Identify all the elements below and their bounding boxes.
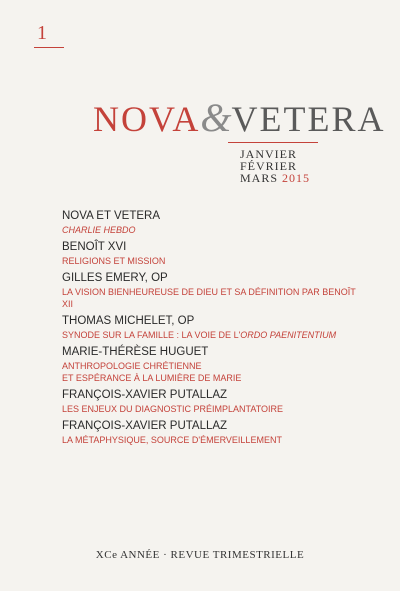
toc-entry	[62, 345, 362, 384]
issue-number-rule	[34, 47, 64, 48]
date-month-1: JANVIER	[240, 147, 297, 161]
masthead	[93, 95, 386, 140]
date-rule	[228, 142, 318, 143]
toc-entry	[62, 388, 362, 415]
issue-date	[240, 148, 310, 184]
masthead-ampersand: &	[200, 95, 232, 140]
date-month-2: FÉVRIER	[240, 159, 298, 173]
toc-title-line-2: ET ESPÉRANCE À LA LUMIÈRE DE MARIE	[62, 373, 242, 383]
toc-title-italic: ORDO PAENITENTIUM	[240, 330, 337, 340]
date-year: 2015	[282, 171, 311, 185]
toc-author: GILLES EMERY, OP	[62, 272, 168, 284]
toc-author: FRANÇOIS-XAVIER PUTALLAZ	[62, 389, 228, 401]
cover-footer: XCe ANNÉE · REVUE TRIMESTRIELLE	[95, 549, 305, 561]
masthead-nova: NOVA	[93, 99, 201, 139]
toc-entry	[62, 209, 362, 236]
masthead-vetera: VETERA	[231, 99, 386, 139]
toc-entry	[62, 271, 362, 310]
toc-title: RELIGIONS ET MISSION	[62, 256, 166, 266]
toc-author: MARIE-THÉRÈSE HUGUET	[62, 346, 209, 358]
table-of-contents	[62, 209, 362, 450]
issue-number: 1	[37, 22, 47, 44]
toc-entry	[62, 240, 362, 267]
toc-title-line-1: ANTHROPOLOGIE CHRÉTIENNE	[62, 361, 202, 371]
toc-author: THOMAS MICHELET, OP	[62, 315, 195, 327]
toc-entry	[62, 419, 362, 446]
toc-title-text: SYNODE SUR LA FAMILLE : LA VOIE DE L'	[62, 330, 241, 340]
toc-author: BENOÎT XVI	[62, 241, 127, 253]
toc-title	[62, 329, 362, 341]
date-month-3: MARS	[240, 171, 279, 185]
toc-title: CHARLIE HEBDO	[62, 225, 136, 235]
toc-title: LA MÉTAPHYSIQUE, SOURCE D'ÉMERVEILLEMENT	[62, 435, 282, 445]
toc-author: NOVA ET VETERA	[62, 210, 160, 222]
toc-title: LES ENJEUX DU DIAGNOSTIC PRÉIMPLANTATOIRE	[62, 404, 284, 414]
toc-title: LA VISION BIENHEUREUSE DE DIEU ET SA DÉFINITION PAR BENOÎT XII	[62, 287, 356, 309]
toc-entry	[62, 314, 362, 341]
toc-author: FRANÇOIS-XAVIER PUTALLAZ	[62, 420, 228, 432]
